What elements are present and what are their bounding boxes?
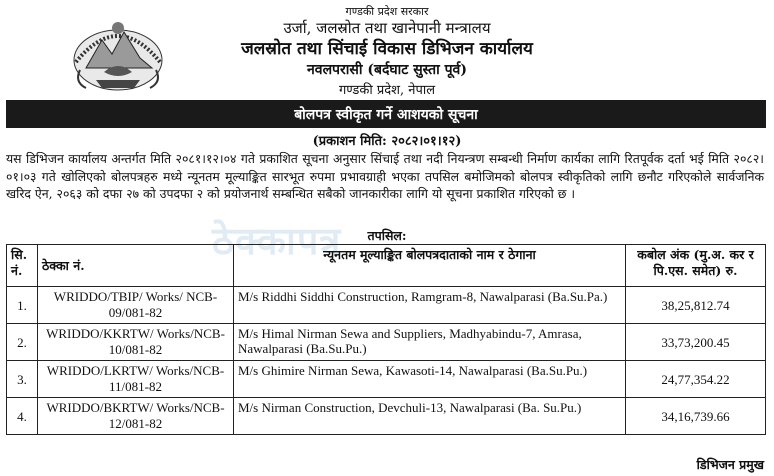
row-contract-no: WRIDDO/TBIP/ Works/ NCB-09/081-82 (38, 287, 234, 324)
row-bidder: M/s Nirman Construction, Devchuli-13, Nawalparasi (Ba. Su.Pu.) (234, 398, 626, 435)
row-sn: 4. (7, 398, 38, 435)
publish-date: (प्रकाशन मिति: २०८२।०१।१२) (312, 134, 462, 149)
ministry-name: उर्जा, जलस्रोत तथा खानेपानी मन्त्रालय (283, 19, 491, 37)
header-bidder: न्यूनतम मूल्याङ्कित बोलपत्रदाताको नाम र ठेगाना (234, 245, 626, 287)
row-bidder: M/s Ghimire Nirman Sewa, Kawasoti-14, Nawalparasi (Ba.Su.Pu.) (234, 361, 626, 398)
office-name: जलस्रोत तथा सिंचाई विकास डिभिजन कार्यालय (241, 39, 533, 59)
row-amount: 33,73,200.45 (626, 324, 766, 361)
signatory-label: डिभिजन प्रमुख (696, 457, 764, 472)
row-amount: 24,77,354.22 (626, 361, 766, 398)
table-label: तपसिल: (367, 228, 407, 243)
header-contract-no: ठेक्का नं. (38, 245, 234, 287)
table-row (7, 324, 766, 361)
row-contract-no: WRIDDO/KKRTW/ Works/NCB-10/081-82 (38, 324, 234, 361)
province-government-label: गण्डकी प्रदेश सरकार (345, 5, 429, 18)
notice-title-banner (6, 100, 766, 128)
table-row (7, 398, 766, 435)
row-sn: 1. (7, 287, 38, 324)
header-amount: कबोल अंक (मु.अ. कर र पि.एस. समेत) रु. (626, 245, 766, 287)
row-sn: 3. (7, 361, 38, 398)
row-amount: 34,16,739.66 (626, 398, 766, 435)
notice-body: यस डिभिजन कार्यालय अन्तर्गत मिति २०८१।१२।०४ गते प्रकाशित सूचना अनुसार सिंचाई तथा नदी नियन्त्रण सम्बन्धी निर्माण कार्यका लागि रितपूर्वक दर्ता भई मिति २०८२।०१।०३ गते खोलिएको बोलपत्रहरु मध्ये न्यूनतम मूल्याङ्कित सारभूत रुपमा प्रभावग्राही भएका तपसिल बमोजिमको बोलपत्र स्वीकृतिको लागि छनौट गरिएकोले सार्वजनिक खरिद ऐन, २०६३ को दफा २७ को उपदफा २ को प्रयोजनार्थ सम्बन्धित सबैको जानकारीका लागि यो सूचना प्रकाशित गरिएको छ । (6, 151, 764, 201)
row-amount: 38,25,812.74 (626, 287, 766, 324)
row-contract-no: WRIDDO/BKRTW/ Works/NCB-12/081-82 (38, 398, 234, 435)
table-header-row (7, 245, 766, 287)
table-row (7, 361, 766, 398)
header-sn: सि. नं. (7, 245, 38, 287)
bid-table (6, 244, 766, 435)
province-country: गण्डकी प्रदेश, नेपाल (338, 83, 436, 98)
row-contract-no: WRIDDO/LKRTW/ Works/NCB-11/081-82 (38, 361, 234, 398)
notice-title: बोलपत्र स्वीकृत गर्ने आशयको सूचना (294, 107, 478, 123)
table-row (7, 287, 766, 324)
watermark: ठेक्कापत्र (212, 219, 342, 263)
row-bidder: M/s Riddhi Siddhi Construction, Ramgram-8, Nawalparasi (Ba.Su.Pa.) (234, 287, 626, 324)
row-bidder: M/s Himal Nirman Sewa and Suppliers, Madhyabindu-7, Amrasa, Nawalparasi (Ba.Su.Pu.) (234, 324, 626, 361)
district-name: नवलपरासी (बर्दघाट सुस्ता पूर्व) (307, 62, 467, 78)
row-sn: 2. (7, 324, 38, 361)
